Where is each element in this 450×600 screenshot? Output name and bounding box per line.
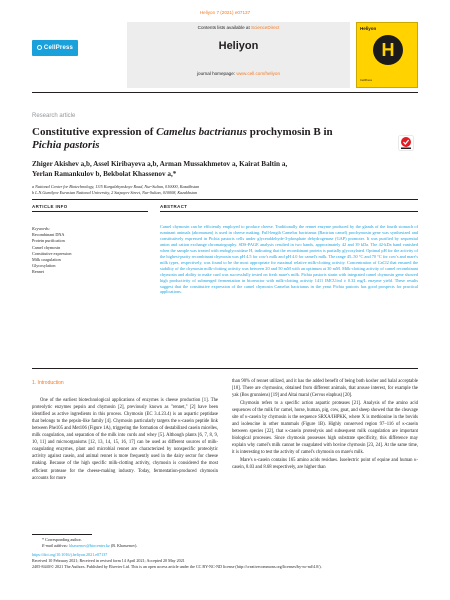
body-paragraph: than 90% of rennet utilized, and it has the added benefit of being both kosher and halal acceptable [18]. There are chymosins, obtained from different animals, that arouse interest, for example the yak (Bos grunniens) [19] and Altai maral (Cervus elaphus) [20].: [232, 379, 418, 399]
cellpress-logo[interactable]: [32, 40, 78, 56]
authors-line-1: Zhiger Akishev a,b, Assel Kiribayeva a,b, Arman Mussakhmetov a, Kairat Baltin a,: [32, 160, 288, 168]
journal-cover-image[interactable]: [356, 22, 418, 88]
title-line2: Pichia pastoris: [32, 139, 100, 151]
cover-title: Heliyon: [360, 26, 377, 31]
contents-prefix: Contents lists available at: [197, 25, 252, 30]
body-paragraph: Chymosin refers to a specific action aspartic proteases [21]. Analysis of the amino acid sequences of the milk for camel, horse, human, pig, cow, goat, and sheep showed that the cleavage site of κ-casein by chymosin is the sequence SRXA/IHPKK, where X is methionine in the bovids and isoleucine in other mammals (Figure 1B). Highly conserved region 97–116 of κ-casein between species [22], that κ-casein proteolysis and subsequent milk coagulation are important biological processes. Since chymosin possesses high substrate specificity, this difference may explain why camel's milk cannot be coagulated with bovine chymosin [23, 24]. At the same time, it is interesting to test the activity of camel's chymosin on mare's milk.: [232, 400, 418, 455]
corresponding-author-note: * Corresponding author.: [42, 537, 82, 542]
email-label: E-mail address:: [42, 543, 70, 548]
doi-link-text[interactable]: https://doi.org/10.1016/j.heliyon.2021.e07137: [32, 552, 108, 557]
masthead-center-panel: [127, 22, 350, 88]
article-title: [32, 126, 362, 152]
abstract-end-rule: [32, 368, 418, 369]
authors-line-2: Yerlan Ramankulov b, Bekbolat Khassenov a,*: [32, 170, 177, 178]
keyword-item: Recombinant DNA: [32, 232, 65, 238]
footnotes: [32, 537, 418, 570]
keyword-item: Milk coagulation: [32, 257, 61, 263]
affiliation-b: b L.N.Gumilyov Eurasian National University, 2 Satpayev Street, Nur-Sultan, 010008, Kazakhstan: [32, 190, 197, 196]
contents-line: [127, 25, 350, 30]
affiliation-rule: [32, 199, 418, 200]
email-line: [32, 543, 418, 549]
body-column-left: [32, 380, 218, 482]
title-rest: prochymosin B in: [246, 126, 333, 138]
abstract-text: Camel chymosin can be efficiently employed to produce cheese. Traditionally the rennet enzyme produced by the glands of the fourth stomach of ruminant animals (abomasum) is used in cheese making. Full-length Camelus bactrianus (Bactrian camel) prochymosin gene was synthesized and constitutively expressed in Pichia pastoris cells under glyceraldehyde-3-phosphate dehydrogenase (GAP) promoter. It was purified by sequential anion and cation exchange chromatography. SDS-PAGE analysis resulted in two bands, approximately 42 and 39 kDa. The 42-kDa band vanished when the sample was treated with endoglycosidase H, indicating that the recombinant protein is partially glycosylated. Optimal pH for the activity of the highest-purity recombinant chymosin was pH 4.5 for cow's milk and pH 4.0 for camel's milk. The range 45–50 °C and 70 °C for cow's and mare's milk types, respectively, was found to be the most appropriate for maximal relative milk-clotting activity. Concentration of CaCl2 that ensured the stability of the chymosin milk-clotting activity was between 20 and 50 mM with an optimum at 30 mM. Milk-clotting activity of camel recombinant chymosin and ability to make curd was successfully tested on fresh mare's milk. Pichia pastoris strain with integrated camel chymosin gene showed high productivity of submerged fermentation in bioreactor with milk-clotting activity 1411 IMCU/ml ± 0.32 mg/L enzyme yield. These results suggest that the constitutive expression of the camel chymosin Camelus bactrianus in the yeast Pichia pastoris has good prospects for practical applications.: [160, 224, 418, 295]
body-paragraph: One of the earliest biotechnological applications of enzymes is cheese production [1]. The proteolytic enzymes pepsin and chymosin [2], previously known as "rennet," [2] have been identified as active ingredients in this process. Chymosin (EC 3.4.23.4) is an aspartic peptidase that belongs to the pepsin-like family [4]. Chymosin particularly targets the κ-casein peptide link between Phe105 and Met106 (Figure 1A), triggering the formation of destabilized casein micelles, milk coagulation, and separation of the milk into curds and whey [5]. Although plants [6, 7, 8, 9, 10, 11] and microorganisms [12, 13, 14, 15, 16, 17] can be used as different sources of milk-coagulating enzymes, plant and microbial rennet are characterized by nonspecific proteolytic activity against casein, and animal rennet is more frequently used in the dairy sector for cheese making. Because of the high specific milk-clotting activity, chymosin is considered the most efficient protease for the cheese-making industry. Today, fermentation-produced chymosin accounts for more: [32, 398, 218, 481]
keyword-item: Protein purification: [32, 238, 65, 244]
journal-name: Heliyon: [218, 40, 259, 52]
cover-letter: H: [381, 39, 395, 60]
keywords-block: [32, 226, 148, 276]
check-for-updates-icon[interactable]: [398, 135, 414, 151]
abstract-heading: ABSTRACT: [160, 204, 188, 209]
article-info-heading: ARTICLE INFO: [32, 204, 68, 209]
body-column-right: [232, 378, 418, 471]
cover-footer: CellPress: [360, 78, 372, 82]
affiliations: [32, 184, 412, 196]
keyword-item: Constitutive expression: [32, 250, 72, 256]
masthead-rule: [32, 92, 418, 93]
homepage-line: [127, 71, 350, 76]
keyword-item: Camel chymosin: [32, 244, 61, 250]
title-prefix: Constitutive expression of: [32, 126, 157, 138]
journal-masthead: [32, 22, 418, 90]
cellpress-logo-text: CellPress: [43, 45, 74, 52]
section-heading-introduction: 1. Introduction: [32, 380, 64, 386]
author-list: [32, 159, 412, 179]
keywords-label: Keywords:: [32, 226, 50, 231]
running-head: Heliyon 7 (2021) e07137: [199, 10, 251, 15]
email-link[interactable]: khassenov@biocenter.kz: [69, 543, 110, 548]
article-type: Research article: [32, 113, 76, 119]
homepage-prefix: journal homepage:: [197, 71, 237, 76]
keyword-item: Rennet: [32, 269, 44, 275]
cellpress-mark-icon: [37, 45, 42, 50]
keyword-item: Glycosylation: [32, 263, 56, 269]
article-info-rule: [32, 211, 148, 212]
body-paragraph: Mare's κ-casein contains 165 amino acids residues. Isoelectric point of equine and human κ-casein, 8.03 and 8.68 respectively, are higher than: [232, 457, 418, 470]
abstract-rule: [160, 211, 418, 212]
copyright-license: 2405-8440/© 2021 The Authors. Published by Elsevier Ltd. This is an open access article under the CC BY-NC-ND license (http://creativecommons.org/licenses/by-nc-nd/4.0/).: [32, 564, 322, 569]
article-history: Received 10 February 2021; Received in revised form 14 April 2021; Accepted 20 May 2021: [32, 558, 185, 563]
title-species: Camelus bactrianus: [156, 126, 247, 138]
sciencedirect-link[interactable]: ScienceDirect: [251, 25, 280, 30]
heliyon-h-logo-icon: [373, 35, 403, 65]
footnote-rule: [32, 534, 92, 535]
journal-homepage-link[interactable]: www.cell.com/heliyon: [236, 71, 280, 76]
affiliation-a: a National Center for Biotechnology, 13/5 Kurgalzhynskoye Road, Nur-Sultan, 010000, Kazakhstan: [32, 184, 200, 189]
email-suffix: (B. Khassenov).: [109, 543, 138, 548]
